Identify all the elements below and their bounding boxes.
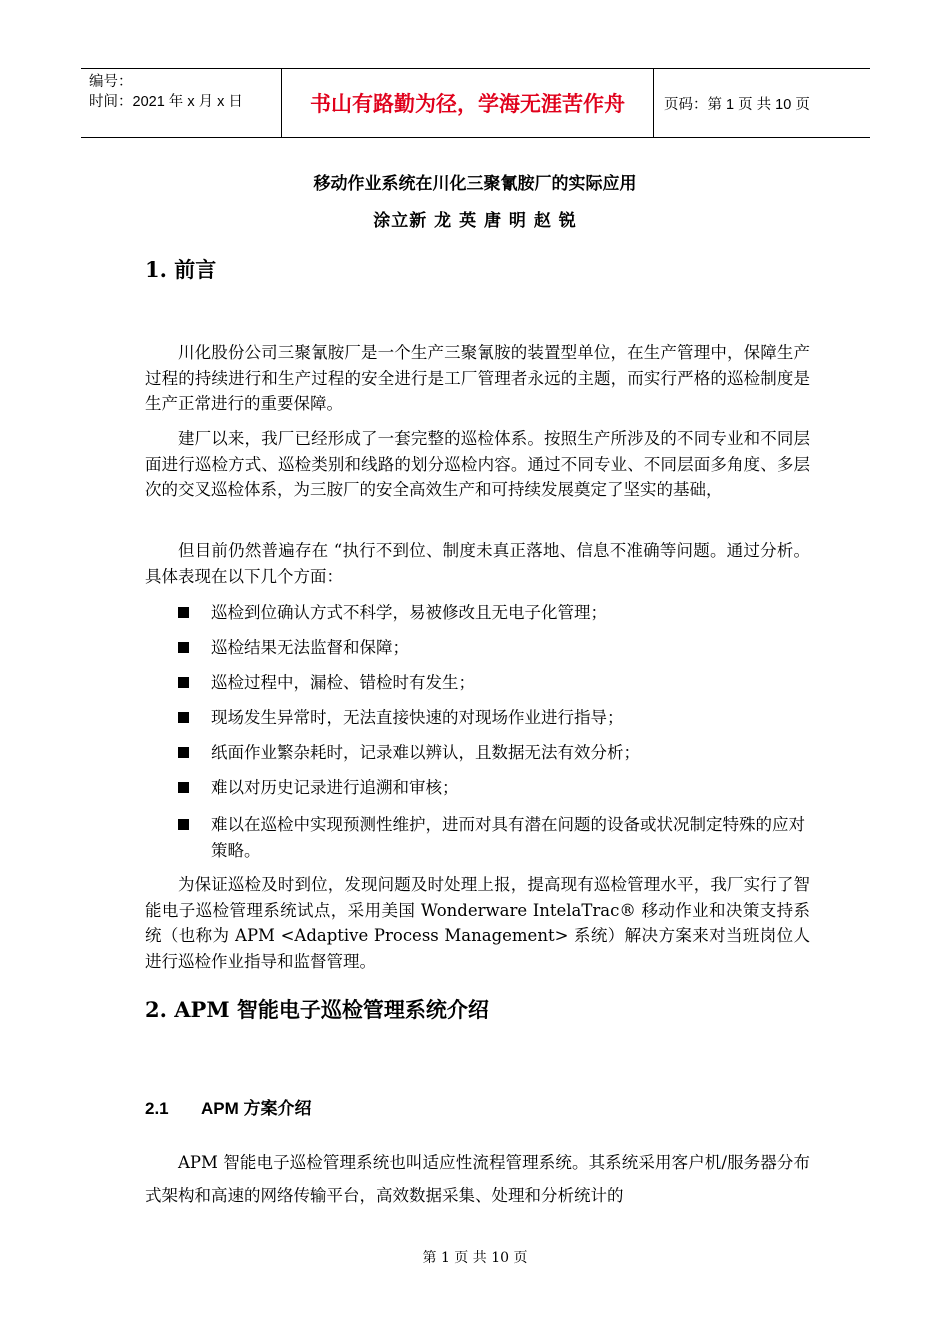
bullet-square-icon — [178, 747, 189, 758]
document-title: 移动作业系统在川化三聚氰胺厂的实际应用 — [313, 174, 637, 194]
bullet-item: 难以对历史记录进行追溯和审核； — [178, 775, 818, 801]
paragraph-2: 建厂以来，我厂已经形成了一套完整的巡检体系。按照生产所涉及的不同专业和不同层面进行巡检方式、巡检类别和线路的划分巡检内容。通过不同专业、不同层面多角度、多层次的交叉巡检体系，为三胺厂的安全高效生产和可持续发展奠定了坚实的基础， — [145, 429, 810, 499]
paragraph-5: APM 智能电子巡检管理系统也叫适应性流程管理系统。其系统采用客户机/服务器分布式架构和高速的网络传输平台，高效数据采集、处理和分析统计的 — [145, 1153, 810, 1205]
bullet-square-icon — [178, 712, 189, 723]
paragraph-1: 川化股份公司三聚氰胺厂是一个生产三聚氰胺的装置型单位，在生产管理中，保障生产过程的持续进行和生产过程的安全进行是工厂管理者永远的主题，而实行严格的巡检制度是生产正常进行的重要保障。 — [145, 343, 810, 413]
paragraph-4: 为保证巡检及时到位，发现问题及时处理上报，提高现有巡检管理水平，我厂实行了智能电子巡检管理系统试点，采用美国 Wonderware IntelaTrac® 移动作业和决策支持系统（也称为 APM <Adaptive Process Management> 系统）解决方案来对当班岗位人进行巡检作业指导和监督管理。 — [145, 875, 810, 971]
header-info-cell — [81, 69, 282, 137]
bullet-item: 难以在巡检中实现预测性维护，进而对具有潜在问题的设备或状况制定特殊的应对策略。 — [178, 812, 818, 863]
bullet-square-icon — [178, 782, 189, 793]
bullet-item: 巡检结果无法监督和保障； — [178, 635, 818, 661]
section-2-1-heading: 2.1 APM 方案介绍 — [145, 1099, 312, 1118]
motto: 书山有路勤为径，学海无涯苦作舟 — [282, 69, 654, 137]
bullet-square-icon — [178, 642, 189, 653]
bullet-square-icon — [178, 607, 189, 618]
authors: 涂立新 龙 英 唐 明 赵 锐 — [373, 211, 577, 231]
number-label: 编号： — [89, 74, 133, 90]
bullet-square-icon — [178, 677, 189, 688]
page-footer: 第 1 页 共 10 页 — [422, 1250, 528, 1266]
section-2-heading: 2. APM 智能电子巡检管理系统介绍 — [145, 997, 489, 1022]
page-info: 页码：第 1 页 共 10 页 — [664, 96, 810, 113]
bullet-square-icon — [178, 819, 189, 830]
header-table — [81, 68, 870, 138]
section-1-heading: 1. 前言 — [145, 257, 217, 282]
bullet-item: 巡检到位确认方式不科学，易被修改且无电子化管理； — [178, 600, 818, 626]
bullet-item: 纸面作业繁杂耗时，记录难以辨认，且数据无法有效分析； — [178, 740, 818, 766]
bullet-item: 现场发生异常时，无法直接快速的对现场作业进行指导； — [178, 705, 818, 731]
bullet-item: 巡检过程中，漏检、错检时有发生； — [178, 670, 818, 696]
time-label: 时间：2021 年 x 月 x 日 — [89, 94, 243, 110]
paragraph-3: 但目前仍然普遍存在 “执行不到位、制度未真正落地、信息不准确等问题。通过分析。具体表现在以下几个方面： — [145, 541, 810, 586]
